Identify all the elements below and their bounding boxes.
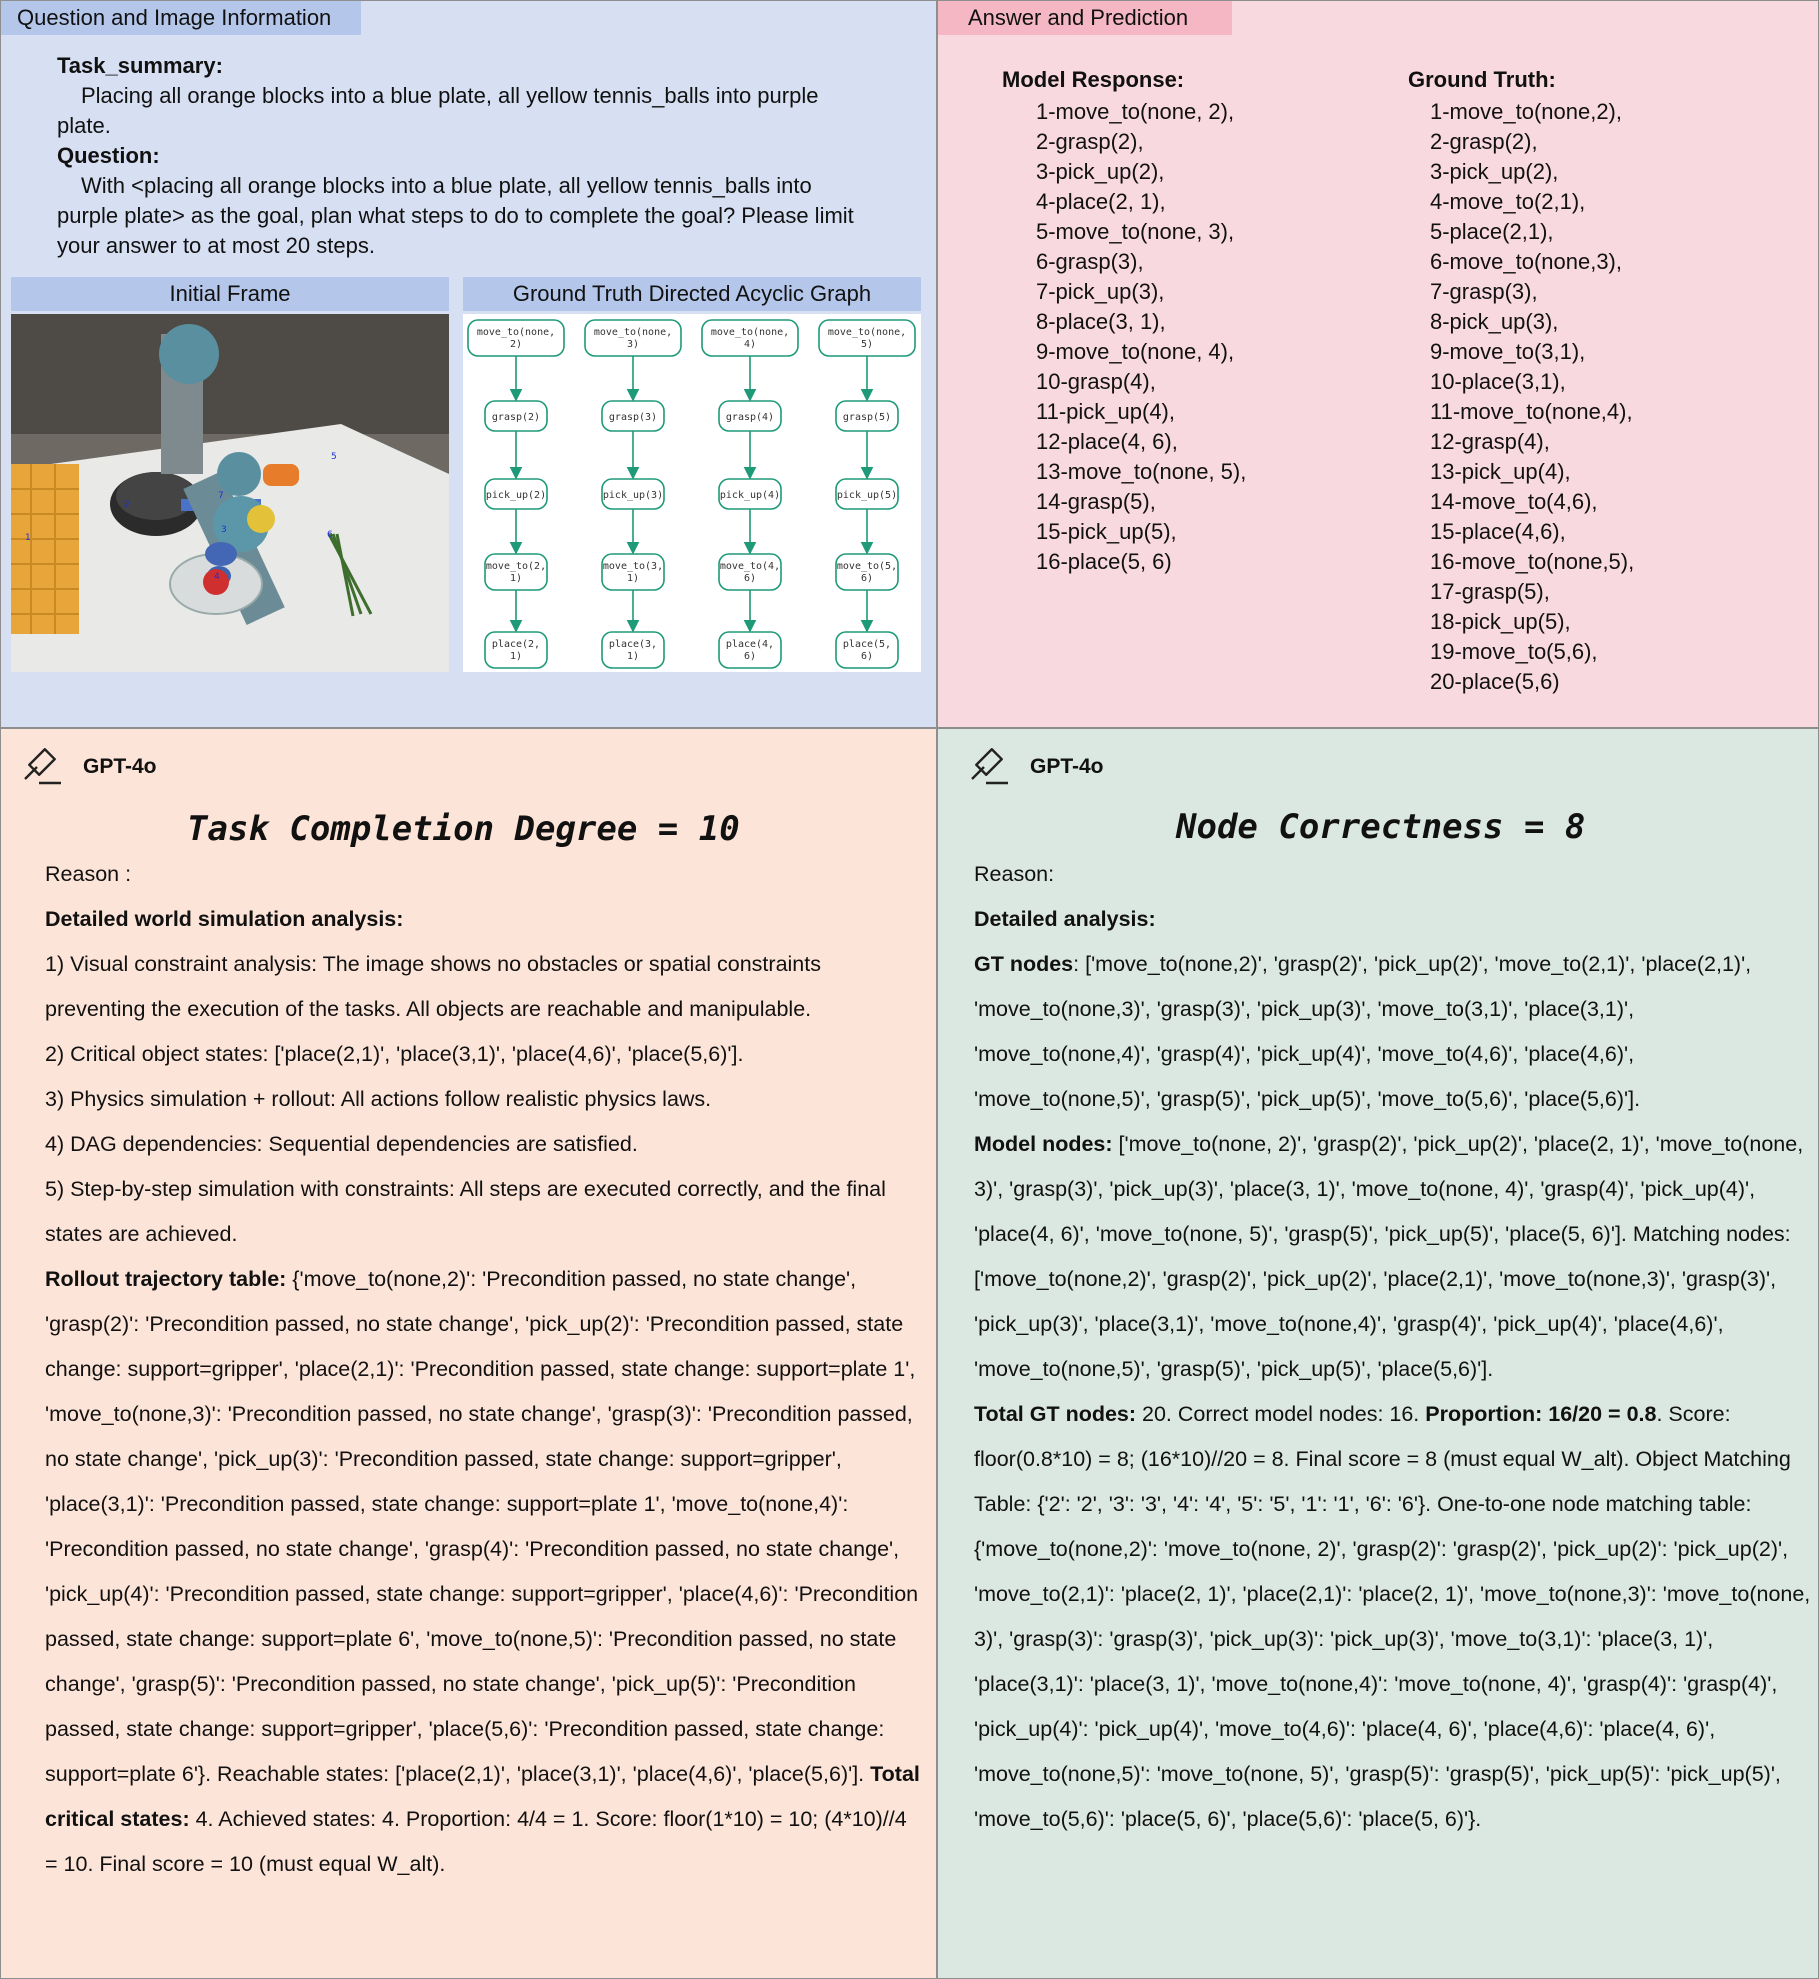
- tcd-paragraph: [45, 1257, 920, 1887]
- dag-node-box: [836, 632, 898, 668]
- question-label: Question:: [57, 143, 160, 168]
- step-item: 7-pick_up(3),: [1036, 279, 1165, 304]
- dag-node-label: place(3, 1): [608, 639, 658, 662]
- scene-wall: [11, 314, 449, 434]
- node-correctness-panel: [937, 728, 1819, 1979]
- tcd-paragraph: [45, 1122, 920, 1167]
- bold-label: Rollout trajectory table:: [45, 1267, 287, 1291]
- text-run: 3) Physics simulation + rollout: All actions follow realistic physics laws.: [45, 1087, 712, 1111]
- dag-node-box: [602, 554, 664, 590]
- bold-label: Detailed world simulation analysis:: [45, 907, 404, 931]
- text-run: . Score: floor(0.8*10) = 8; (16*10)//20 = 8. Final score = 8 (must equal W_alt). Object Matching Table: {'2': '2', '3': '3', '4': '4', '5': '5', '1': '1', '6': '6'}. One-to-one node matching table: {'move_to(none,2)': 'move_to(none, 2)', 'grasp(2)': 'grasp(2)', 'pick_up(2)': 'pick_up(2)', 'move_to(2,1)': 'place(2, 1)', 'place(2,1)': 'place(2, 1)', 'move_to(none,3)': 'move_to(none, 3)', 'grasp(3)': 'grasp(3)', 'pick_up(3)': 'pick_up(3)', 'move_to(3,1)': 'place(3, 1)', 'place(3,1)': 'place(3, 1)', 'move_to(none,4)': 'move_to(none, 4)', 'grasp(4)': 'grasp(4)', 'pick_up(4)': 'pick_up(4)', 'move_to(4,6)': 'place(4, 6)', 'place(4,6)': 'place(4, 6)', 'move_to(none,5)': 'move_to(none, 5)', 'grasp(5)': 'grasp(5)', 'pick_up(5)': 'pick_up(5)', 'move_to(5,6)': 'place(5, 6)', 'place(5,6)': 'place(5, 6)'}.: [974, 1402, 1811, 1831]
- nc-judge-header: [968, 745, 1104, 789]
- step-item: 15-place(4,6),: [1430, 519, 1566, 544]
- dag-node-box: [585, 320, 681, 356]
- step-item: 6-move_to(none,3),: [1430, 249, 1622, 274]
- dag-node-box: [719, 632, 781, 668]
- step-item: 16-move_to(none,5),: [1430, 549, 1635, 574]
- robot-joint-mid: [217, 452, 261, 496]
- initial-frame-caption: Initial Frame: [11, 277, 449, 311]
- step-item: 14-grasp(5),: [1036, 489, 1156, 514]
- dag-node-label: grasp(4): [725, 412, 775, 423]
- tcd-paragraph: [45, 852, 920, 897]
- tcd-paragraph: [45, 1167, 920, 1257]
- dag-node-box: [468, 320, 564, 356]
- text-run: Reason:: [974, 862, 1055, 886]
- nc-paragraph: [974, 942, 1814, 1122]
- nc-paragraph: [974, 852, 1814, 897]
- ground-truth-list: [1430, 97, 1634, 697]
- tcd-score-title: Task Completion Degree = 10: [187, 809, 740, 849]
- dag-node-label: pick_up(2): [485, 490, 547, 501]
- bold-label: Model nodes:: [974, 1132, 1113, 1156]
- tcd-paragraph: [45, 1032, 920, 1077]
- bold-label: Proportion: 16/20 = 0.8: [1425, 1402, 1657, 1426]
- dag-node-label: place(4, 6): [725, 639, 775, 662]
- step-item: 12-place(4, 6),: [1036, 429, 1178, 454]
- dag-node-box: [719, 554, 781, 590]
- text-run: 20. Correct model nodes: 16.: [1136, 1402, 1426, 1426]
- dag-node-label: move_to(4, 6): [719, 561, 781, 584]
- dag-node-label: move_to(none, 3): [593, 327, 673, 350]
- text-run: {'move_to(none,2)': 'Precondition passed, no state change', 'grasp(2)': 'Precondition passed, no state change', 'pick_up(2)': 'Precondition passed, state change: support=gripper', 'place(2,1)': 'Precondition passed, state change: support=plate 1', 'move_to(none,3)': 'Precondition passed, no state change', 'grasp(3)': 'Precondition passed, no state change', 'pick_up(3)': 'Precondition passed, state change: support=gripper', 'place(3,1)': 'Precondition passed, state change: support=plate 1', 'move_to(none,4)': 'Precondition passed, no state change', 'grasp(4)': 'Precondition passed, no state change', 'pick_up(4)': 'Precondition passed, state change: support=gripper', 'place(4,6)': 'Precondition passed, state change: support=plate 6', 'move_to(none,5)': 'Precondition passed, no state change', 'grasp(5)': 'Precondition passed, no state change', 'pick_up(5)': 'Precondition passed, state change: support=gripper', 'place(5,6)': 'Precondition passed, state change: support=plate 6'}. Reachable states: ['place(2,1)', 'place(3,1)', 'place(4,6)', 'place(5,6)'].: [45, 1267, 919, 1786]
- scene-marker-6: 6: [327, 530, 333, 540]
- nc-paragraph: [974, 897, 1814, 942]
- nc-paragraph: [974, 1392, 1814, 1842]
- dag-node-box: [485, 554, 547, 590]
- dag-node-label: move_to(none, 4): [710, 327, 790, 350]
- task-summary-text: Placing all orange blocks into a blue plate, all yellow tennis_balls into purple plate.: [57, 83, 819, 138]
- pot-inner: [116, 472, 196, 520]
- question-text: With <placing all orange blocks into a blue plate, all yellow tennis_balls into purple plate> as the goal, plan what steps to do to complete the goal? Please limit your answer to at most 20 steps.: [57, 173, 854, 258]
- orange-block: [263, 464, 299, 486]
- dag-node-box: [819, 320, 915, 356]
- gavel-icon: [21, 745, 65, 789]
- bold-label: Total GT nodes:: [974, 1402, 1137, 1426]
- dag-node-label: place(2, 1): [491, 639, 541, 662]
- dag-caption: Ground Truth Directed Acyclic Graph: [463, 277, 921, 311]
- dag-node-box: [702, 320, 798, 356]
- step-item: 7-grasp(3),: [1430, 279, 1538, 304]
- step-item: 9-move_to(none, 4),: [1036, 339, 1235, 364]
- step-item: 15-pick_up(5),: [1036, 519, 1177, 544]
- blue-plate: [205, 542, 237, 566]
- tcd-judge-label: GPT-4o: [83, 755, 157, 778]
- model-response-list: [1036, 97, 1246, 577]
- task-summary-label: Task_summary:: [57, 53, 223, 78]
- tcd-paragraph: [45, 897, 920, 942]
- step-item: 10-grasp(4),: [1036, 369, 1156, 394]
- text-run: 4. Achieved states: 4. Proportion: 4/4 = 1. Score: floor(1*10) = 10; (4*10)//4 = 10. Final score = 10 (must equal W_alt).: [45, 1807, 907, 1876]
- robot-joint-top: [159, 324, 219, 384]
- scene-marker-1: 1: [25, 533, 31, 543]
- step-item: 3-pick_up(2),: [1430, 159, 1559, 184]
- step-item: 13-move_to(none, 5),: [1036, 459, 1247, 484]
- text-run: 2) Critical object states: ['place(2,1)', 'place(3,1)', 'place(4,6)', 'place(5,6)'].: [45, 1042, 744, 1066]
- answer-panel: [937, 0, 1819, 728]
- dag-node-label: pick_up(4): [719, 490, 781, 501]
- text-run: 5) Step-by-step simulation with constraints: All steps are executed correctly, and the final states are achieved.: [45, 1177, 886, 1246]
- dag-node-label: pick_up(3): [602, 490, 664, 501]
- dag-node-label: move_to(3, 1): [602, 561, 664, 584]
- text-run: ['move_to(none, 2)', 'grasp(2)', 'pick_up(2)', 'place(2, 1)', 'move_to(none, 3)', 'grasp(3)', 'pick_up(3)', 'place(3, 1)', 'move_to(none, 4)', 'grasp(4)', 'pick_up(4)', 'place(4, 6)', 'move_to(none, 5)', 'grasp(5)', 'pick_up(5)', 'place(5, 6)']. Matching nodes: ['move_to(none,2)', 'grasp(2)', 'pick_up(2)', 'place(2,1)', 'move_to(none,3)', 'grasp(3)', 'pick_up(3)', 'place(3,1)', 'move_to(none,4)', 'grasp(4)', 'pick_up(4)', 'place(4,6)', 'move_to(none,5)', 'grasp(5)', 'pick_up(5)', 'place(5,6)'].: [974, 1132, 1804, 1381]
- model-response-title: Model Response:: [1002, 67, 1185, 92]
- text-run: 1) Visual constraint analysis: The image shows no obstacles or spatial constraints preventing the execution of the tasks. All objects are reachable and manipulable.: [45, 952, 821, 1021]
- step-item: 3-pick_up(2),: [1036, 159, 1165, 184]
- nc-score-title: Node Correctness = 8: [1176, 807, 1586, 847]
- tcd-paragraph: [45, 942, 920, 1032]
- step-item: 12-grasp(4),: [1430, 429, 1550, 454]
- initial-frame-image: [11, 314, 449, 672]
- dag-node-box: [836, 554, 898, 590]
- text-run: : ['move_to(none,2)', 'grasp(2)', 'pick_up(2)', 'move_to(2,1)', 'place(2,1)', 'move_to(none,3)', 'grasp(3)', 'pick_up(3)', 'move_to(3,1)', 'place(3,1)', 'move_to(none,4)', 'grasp(4)', 'pick_up(4)', 'move_to(4,6)', 'place(4,6)', 'move_to(none,5)', 'grasp(5)', 'pick_up(5)', 'move_to(5,6)', 'place(5,6)'].: [974, 952, 1752, 1111]
- step-item: 14-move_to(4,6),: [1430, 489, 1598, 514]
- step-item: 4-place(2, 1),: [1036, 189, 1166, 214]
- text-run: Reason :: [45, 862, 132, 886]
- dag-node-label: move_to(none, 2): [476, 327, 556, 350]
- step-item: 2-grasp(2),: [1036, 129, 1144, 154]
- step-item: 16-place(5, 6): [1036, 549, 1172, 574]
- scene-marker-3: 3: [221, 525, 227, 535]
- step-item: 17-grasp(5),: [1430, 579, 1550, 604]
- scene-marker-2: 2: [124, 500, 130, 510]
- step-item: 20-place(5,6): [1430, 669, 1560, 694]
- question-panel-tab: Question and Image Information: [1, 1, 361, 35]
- scene-marker-4: 4: [214, 572, 220, 582]
- dag-node-box: [485, 632, 547, 668]
- step-item: 11-pick_up(4),: [1036, 399, 1175, 424]
- dag-node-label: grasp(5): [842, 412, 892, 423]
- step-item: 6-grasp(3),: [1036, 249, 1144, 274]
- question-text-block: [57, 51, 877, 261]
- step-item: 4-move_to(2,1),: [1430, 189, 1586, 214]
- step-item: 5-place(2,1),: [1430, 219, 1554, 244]
- bold-label: Detailed analysis:: [974, 907, 1156, 931]
- yellow-ball: [247, 505, 275, 533]
- dag-node-label: move_to(2, 1): [485, 561, 547, 584]
- step-item: 2-grasp(2),: [1430, 129, 1538, 154]
- task-completion-panel: [0, 728, 937, 1979]
- step-item: 18-pick_up(5),: [1430, 609, 1571, 634]
- nc-reason-body: [974, 852, 1814, 1842]
- dag-node-box: [602, 632, 664, 668]
- bold-label: GT nodes: [974, 952, 1074, 976]
- bold-label: Total critical states:: [45, 1762, 920, 1831]
- scene-marker-7: 7: [218, 491, 224, 501]
- step-item: 8-place(3, 1),: [1036, 309, 1166, 334]
- ground-truth-title: Ground Truth:: [1408, 67, 1556, 92]
- step-item: 13-pick_up(4),: [1430, 459, 1571, 484]
- dag-node-label: grasp(3): [608, 412, 658, 423]
- step-item: 1-move_to(none,2),: [1430, 99, 1622, 124]
- nc-paragraph: [974, 1122, 1814, 1392]
- dag-node-label: move_to(none, 5): [827, 327, 907, 350]
- tcd-paragraph: [45, 1077, 920, 1122]
- question-panel: [0, 0, 937, 728]
- step-item: 10-place(3,1),: [1430, 369, 1566, 394]
- step-item: 1-move_to(none, 2),: [1036, 99, 1235, 124]
- step-item: 8-pick_up(3),: [1430, 309, 1559, 334]
- step-item: 11-move_to(none,4),: [1430, 399, 1633, 424]
- text-run: 4) DAG dependencies: Sequential dependencies are satisfied.: [45, 1132, 638, 1156]
- dag-node-label: move_to(5, 6): [836, 561, 898, 584]
- dag-node-label: grasp(2): [491, 412, 541, 423]
- gavel-icon: [968, 745, 1012, 789]
- scene-marker-5: 5: [331, 452, 337, 462]
- step-item: 9-move_to(3,1),: [1430, 339, 1586, 364]
- ground-truth-dag: [463, 314, 921, 672]
- answer-panel-tab: Answer and Prediction: [938, 1, 1232, 35]
- step-item: 19-move_to(5,6),: [1430, 639, 1598, 664]
- tcd-judge-header: [21, 745, 157, 789]
- step-item: 5-move_to(none, 3),: [1036, 219, 1235, 244]
- dag-node-label: pick_up(5): [836, 490, 898, 501]
- dag-node-label: place(5, 6): [842, 639, 892, 662]
- nc-judge-label: GPT-4o: [1030, 755, 1104, 778]
- tcd-reason-body: [45, 852, 920, 1887]
